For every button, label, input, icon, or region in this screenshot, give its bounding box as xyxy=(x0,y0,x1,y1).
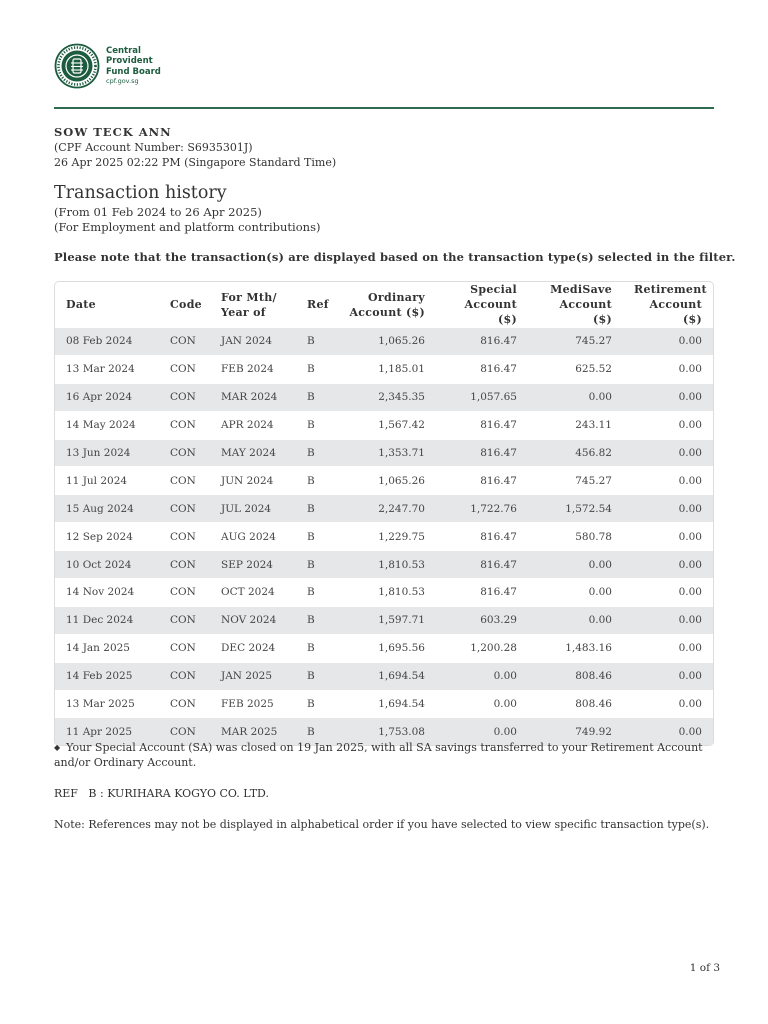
cell-date: 13 Mar 2025 xyxy=(66,698,135,711)
cpf-seal-icon xyxy=(54,42,100,90)
table-row xyxy=(55,467,713,495)
cell-medisave: 745.27 xyxy=(575,474,612,487)
cell-ordinary: 1,353.71 xyxy=(378,447,425,459)
cell-retirement: 0.00 xyxy=(678,335,702,348)
col-header-for-month: For Mth/ Year of xyxy=(221,290,277,319)
table-row xyxy=(55,634,713,662)
cell-special: 816.47 xyxy=(480,447,517,459)
filter-notice: Please note that the transaction(s) are displayed based on the transaction type(s) selected in the filter. xyxy=(54,250,736,264)
cell-date: 13 Mar 2024 xyxy=(66,363,135,376)
cell-ref: B xyxy=(307,502,315,515)
cell-for-month: JAN 2025 xyxy=(221,670,273,683)
cell-for-month: MAR 2025 xyxy=(221,725,278,738)
table-header-row xyxy=(55,282,713,328)
cell-for-month: DEC 2024 xyxy=(221,642,276,655)
col-header-code: Code xyxy=(170,298,202,311)
cell-for-month: APR 2024 xyxy=(221,419,274,432)
cell-ordinary: 1,810.53 xyxy=(378,558,425,571)
cell-retirement: 0.00 xyxy=(678,614,702,627)
cell-medisave: 749.92 xyxy=(575,725,612,738)
cell-medisave: 456.82 xyxy=(575,447,612,459)
cell-retirement: 0.00 xyxy=(678,530,702,543)
cell-code: CON xyxy=(170,474,196,487)
cell-code: CON xyxy=(170,558,196,571)
cell-for-month: MAR 2024 xyxy=(221,391,278,404)
cell-medisave: 1,572.54 xyxy=(565,502,612,515)
cell-date: 11 Apr 2025 xyxy=(66,725,133,738)
col-header-ordinary: Ordinary Account ($) xyxy=(349,290,425,319)
cell-for-month: OCT 2024 xyxy=(221,586,275,599)
cell-date: 15 Aug 2024 xyxy=(66,502,134,515)
cell-code: CON xyxy=(170,530,196,543)
cell-for-month: FEB 2025 xyxy=(221,698,274,711)
cell-special: 816.47 xyxy=(480,530,517,543)
cell-ref: B xyxy=(307,558,315,571)
cell-ref: B xyxy=(307,670,315,683)
cell-special: 0.00 xyxy=(493,725,517,738)
cell-retirement: 0.00 xyxy=(678,419,702,432)
cell-medisave: 625.52 xyxy=(575,363,612,376)
cell-for-month: JUL 2024 xyxy=(221,502,272,515)
cell-date: 12 Sep 2024 xyxy=(66,530,133,543)
cell-ordinary: 2,345.35 xyxy=(378,391,425,404)
table-row xyxy=(55,411,713,439)
table-row xyxy=(55,690,713,718)
cell-code: CON xyxy=(170,642,196,655)
ordering-note: Note: References may not be displayed in alphabetical order if you have selected to view specific transaction type(s). xyxy=(54,818,710,831)
col-header-special: Special Account ($) xyxy=(464,283,517,326)
cell-medisave: 1,483.16 xyxy=(565,642,612,655)
cell-for-month: SEP 2024 xyxy=(221,558,273,571)
cell-ordinary: 1,810.53 xyxy=(378,586,425,599)
cell-special: 816.47 xyxy=(480,586,517,599)
cell-date: 14 Feb 2025 xyxy=(66,670,133,683)
logo-line-3: Fund Board xyxy=(106,66,161,77)
cell-ordinary: 1,597.71 xyxy=(378,614,425,627)
table-row xyxy=(55,579,713,607)
table-row xyxy=(55,439,713,467)
cell-for-month: JUN 2024 xyxy=(221,474,274,487)
cell-ref: B xyxy=(307,586,315,599)
cell-for-month: AUG 2024 xyxy=(221,530,276,543)
cell-special: 1,200.28 xyxy=(470,642,517,655)
sa-closed-footnote xyxy=(54,740,714,770)
cell-retirement: 0.00 xyxy=(678,558,702,571)
cell-special: 1,722.76 xyxy=(470,502,517,515)
cell-ref: B xyxy=(307,725,315,738)
page-number: 1 of 3 xyxy=(689,962,720,974)
page-title: Transaction history xyxy=(54,183,227,203)
cell-ordinary: 1,567.42 xyxy=(378,419,425,432)
cell-retirement: 0.00 xyxy=(678,363,702,376)
cell-ordinary: 2,247.70 xyxy=(378,502,425,515)
cell-code: CON xyxy=(170,670,196,683)
cell-code: CON xyxy=(170,698,196,711)
table-row xyxy=(55,495,713,523)
logo-wordmark xyxy=(106,46,161,87)
cell-code: CON xyxy=(170,586,196,599)
cell-medisave: 745.27 xyxy=(575,335,612,348)
cell-medisave: 580.78 xyxy=(575,530,612,543)
cell-date: 11 Jul 2024 xyxy=(66,474,128,487)
cell-special: 0.00 xyxy=(493,670,517,683)
logo-line-1: Central xyxy=(106,45,141,56)
cell-ref: B xyxy=(307,642,315,655)
cell-code: CON xyxy=(170,614,196,627)
logo-url: cpf.gov.sg xyxy=(106,77,139,86)
cell-special: 816.47 xyxy=(480,558,517,571)
account-holder-name: SOW TECK ANN xyxy=(54,125,172,139)
table-row xyxy=(55,551,713,579)
cell-medisave: 0.00 xyxy=(588,586,612,599)
cell-retirement: 0.00 xyxy=(678,391,702,404)
cell-medisave: 243.11 xyxy=(575,419,612,432)
cell-ordinary: 1,065.26 xyxy=(378,474,425,487)
ref-legend: REF B : KURIHARA KOGYO CO. LTD. xyxy=(54,787,269,800)
cell-ordinary: 1,065.26 xyxy=(378,335,425,348)
cell-retirement: 0.00 xyxy=(678,670,702,683)
table-row xyxy=(55,383,713,411)
table-row xyxy=(55,606,713,634)
cell-ref: B xyxy=(307,614,315,627)
cell-for-month: JAN 2024 xyxy=(221,335,273,348)
cell-date: 11 Dec 2024 xyxy=(66,614,134,627)
cell-ref: B xyxy=(307,363,315,376)
transaction-table xyxy=(54,281,714,746)
cell-retirement: 0.00 xyxy=(678,447,702,459)
table-row xyxy=(55,662,713,690)
cell-ref: B xyxy=(307,447,315,459)
cell-retirement: 0.00 xyxy=(678,725,702,738)
cell-medisave: 0.00 xyxy=(588,391,612,404)
cell-for-month: FEB 2024 xyxy=(221,363,274,376)
cell-ordinary: 1,753.08 xyxy=(378,725,425,738)
cell-ordinary: 1,695.56 xyxy=(378,642,425,655)
cell-code: CON xyxy=(170,502,196,515)
cell-special: 816.47 xyxy=(480,335,517,348)
cell-ref: B xyxy=(307,391,315,404)
cell-retirement: 0.00 xyxy=(678,586,702,599)
cell-date: 10 Oct 2024 xyxy=(66,558,132,571)
cell-ref: B xyxy=(307,419,315,432)
cell-medisave: 808.46 xyxy=(575,670,612,683)
cell-special: 816.47 xyxy=(480,363,517,376)
col-header-retirement: Retirement Account ($) xyxy=(634,283,707,326)
cell-code: CON xyxy=(170,391,196,404)
cell-special: 816.47 xyxy=(480,419,517,432)
diamond-icon: ◆ xyxy=(54,743,61,752)
cell-code: CON xyxy=(170,335,196,348)
cell-special: 816.47 xyxy=(480,474,517,487)
cell-date: 14 Nov 2024 xyxy=(66,586,135,599)
cell-ordinary: 1,185.01 xyxy=(378,363,425,376)
cell-ref: B xyxy=(307,335,315,348)
cell-special: 603.29 xyxy=(480,614,517,627)
col-header-medisave: MediSave Account ($) xyxy=(550,283,612,326)
header-divider xyxy=(54,107,714,109)
cell-date: 08 Feb 2024 xyxy=(66,335,133,348)
cell-code: CON xyxy=(170,363,196,376)
cell-medisave: 808.46 xyxy=(575,698,612,711)
cpf-logo xyxy=(54,42,161,90)
cell-date: 14 Jan 2025 xyxy=(66,642,130,655)
account-header xyxy=(54,125,336,170)
cell-ordinary: 1,694.54 xyxy=(378,670,425,683)
cell-ref: B xyxy=(307,474,315,487)
cell-ref: B xyxy=(307,698,315,711)
cell-ordinary: 1,229.75 xyxy=(378,530,425,543)
sa-closed-text: Your Special Account (SA) was closed on 19 Jan 2025, with all SA savings transferred to your Retirement Account and/or Ordinary Account. xyxy=(54,741,703,769)
cell-ordinary: 1,694.54 xyxy=(378,698,425,711)
cell-retirement: 0.00 xyxy=(678,698,702,711)
cell-for-month: MAY 2024 xyxy=(221,447,276,459)
cell-retirement: 0.00 xyxy=(678,642,702,655)
cpf-account-number: (CPF Account Number: S6935301J) xyxy=(54,141,253,154)
cell-date: 16 Apr 2024 xyxy=(66,391,133,404)
cell-retirement: 0.00 xyxy=(678,474,702,487)
statement-subtitle xyxy=(54,205,320,235)
statement-datetime: 26 Apr 2025 02:22 PM (Singapore Standard Time) xyxy=(54,156,337,169)
table-row xyxy=(55,523,713,551)
cell-date: 14 May 2024 xyxy=(66,419,136,432)
logo-line-2: Provident xyxy=(106,56,153,67)
cell-ref: B xyxy=(307,530,315,543)
cell-special: 1,057.65 xyxy=(470,391,517,404)
cell-date: 13 Jun 2024 xyxy=(66,447,131,459)
col-header-ref: Ref xyxy=(307,298,329,311)
cell-medisave: 0.00 xyxy=(588,614,612,627)
table-row xyxy=(55,328,713,356)
cell-medisave: 0.00 xyxy=(588,558,612,571)
cell-retirement: 0.00 xyxy=(678,502,702,515)
cell-code: CON xyxy=(170,725,196,738)
statement-scope: (For Employment and platform contributions) xyxy=(54,220,321,234)
cell-for-month: NOV 2024 xyxy=(221,614,277,627)
statement-period: (From 01 Feb 2024 to 26 Apr 2025) xyxy=(54,205,262,219)
col-header-date: Date xyxy=(66,298,96,311)
cell-special: 0.00 xyxy=(493,698,517,711)
table-row xyxy=(55,355,713,383)
cell-code: CON xyxy=(170,447,196,459)
cell-code: CON xyxy=(170,419,196,432)
